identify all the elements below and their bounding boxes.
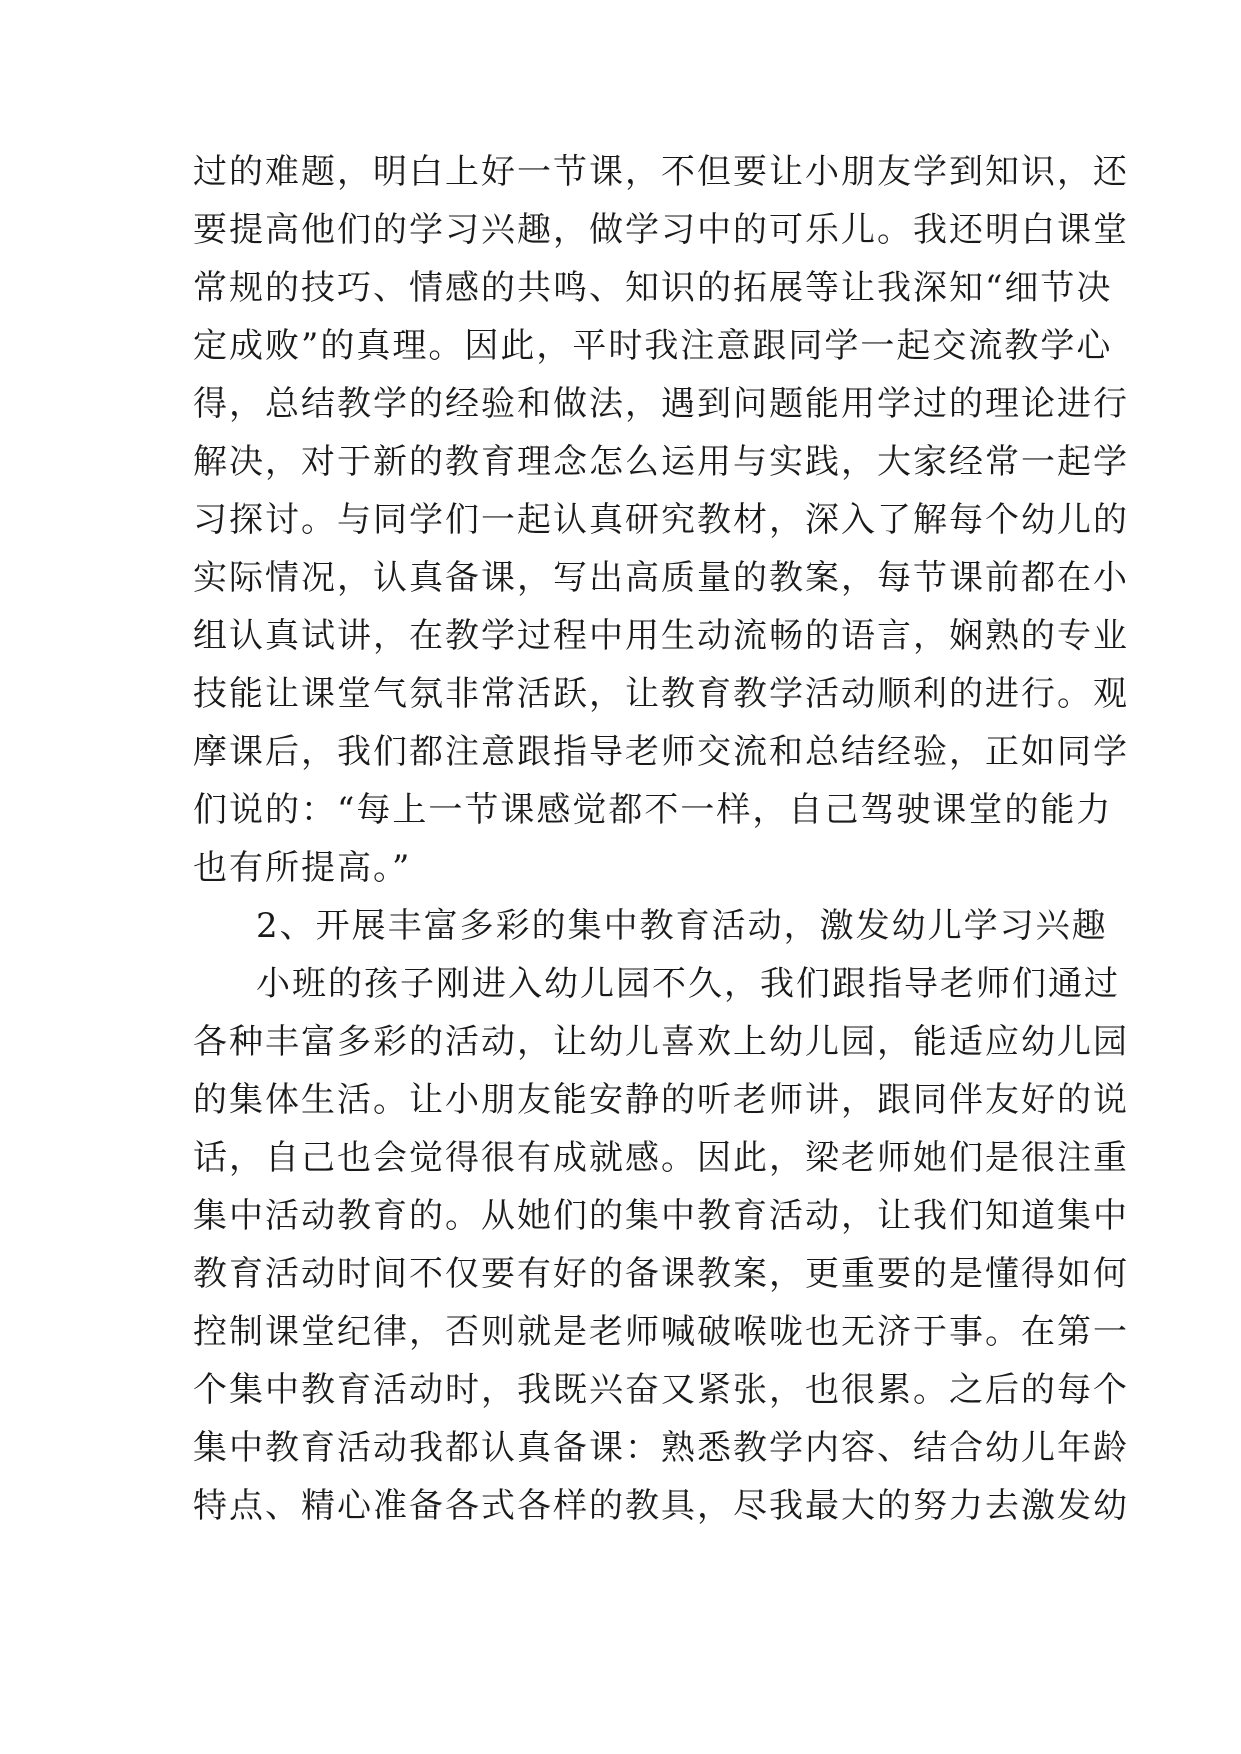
text-line: 要提高他们的学习兴趣，做学习中的可乐儿。我还明白课堂 [193, 210, 1129, 250]
text-line: 话，自己也会觉得很有成就感。因此，梁老师她们是很注重 [193, 1138, 1129, 1178]
section-heading: 2、开展丰富多彩的集中教育活动，激发幼儿学习兴趣 [256, 906, 1108, 946]
text-line: 习探讨。与同学们一起认真研究教材，深入了解每个幼儿的 [193, 500, 1129, 540]
text-line: 集中教育活动我都认真备课：熟悉教学内容、结合幼儿年龄 [193, 1428, 1129, 1468]
text-line: 控制课堂纪律，否则就是老师喊破喉咙也无济于事。在第一 [193, 1312, 1129, 1352]
text-line: 们说的：“每上一节课感觉都不一样，自己驾驶课堂的能力 [193, 790, 1113, 830]
text-line: 集中活动教育的。从她们的集中教育活动，让我们知道集中 [193, 1196, 1129, 1236]
text-line: 定成败”的真理。因此，平时我注意跟同学一起交流教学心 [193, 326, 1113, 366]
text-line: 技能让课堂气氛非常活跃，让教育教学活动顺利的进行。观 [193, 674, 1129, 714]
text-line: 得，总结教学的经验和做法，遇到问题能用学过的理论进行 [193, 384, 1129, 424]
text-line: 过的难题，明白上好一节课，不但要让小朋友学到知识，还 [193, 152, 1129, 192]
text-line: 实际情况，认真备课，写出高质量的教案，每节课前都在小 [193, 558, 1129, 598]
text-line: 解决，对于新的教育理念怎么运用与实践，大家经常一起学 [193, 442, 1129, 482]
text-line: 特点、精心准备各式各样的教具，尽我最大的努力去激发幼 [193, 1486, 1129, 1526]
text-line: 常规的技巧、情感的共鸣、知识的拓展等让我深知“细节决 [193, 268, 1113, 308]
text-line: 个集中教育活动时，我既兴奋又紧张，也很累。之后的每个 [193, 1370, 1129, 1410]
text-line: 摩课后，我们都注意跟指导老师交流和总结经验，正如同学 [193, 732, 1129, 772]
text-line: 组认真试讲，在教学过程中用生动流畅的语言，娴熟的专业 [193, 616, 1129, 656]
text-line: 各种丰富多彩的活动，让幼儿喜欢上幼儿园，能适应幼儿园 [193, 1022, 1129, 1062]
text-line: 教育活动时间不仅要有好的备课教案，更重要的是懂得如何 [193, 1254, 1129, 1294]
text-line: 也有所提高。” [193, 848, 412, 888]
text-line: 小班的孩子刚进入幼儿园不久，我们跟指导老师们通过 [256, 964, 1120, 1004]
text-line: 的集体生活。让小朋友能安静的听老师讲，跟同伴友好的说 [193, 1080, 1129, 1120]
